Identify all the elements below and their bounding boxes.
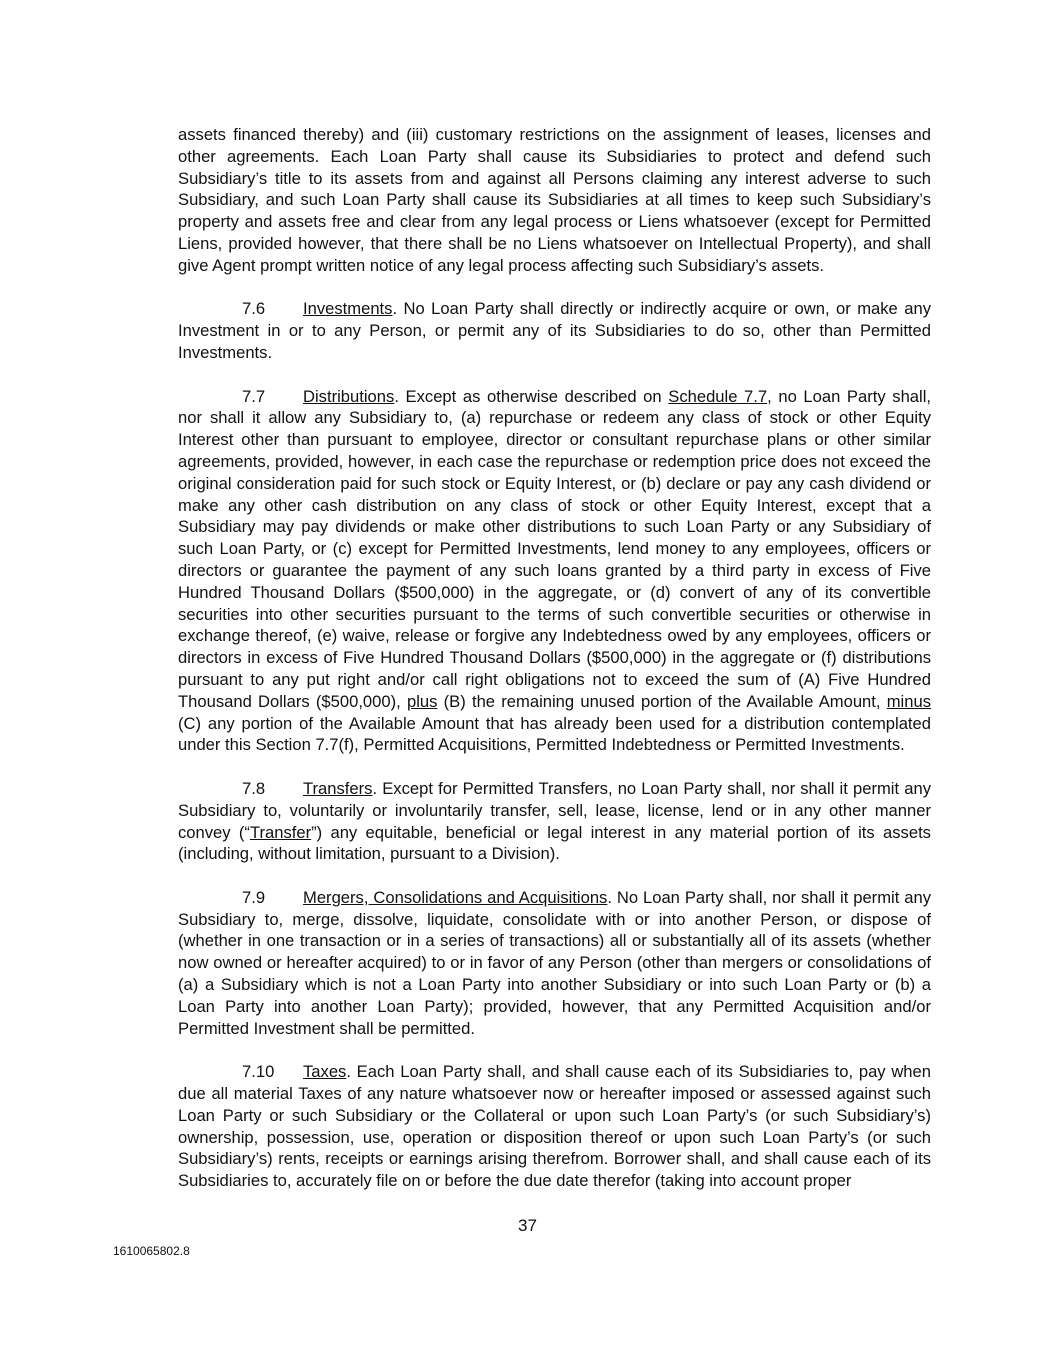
- section-text: . Except for Permitted Transfers, no Loan Party shall, nor shall it permit any Subsidiary to, voluntarily or involuntarily transfer, sell, lease, license, lend or in any other manner convey (“: [178, 778, 931, 842]
- section-heading: Taxes: [303, 1062, 347, 1082]
- section-heading: Mergers, Consolidations and Acquisitions: [303, 887, 608, 907]
- section-text: , no Loan Party shall, nor shall it allow any Subsidiary to, (a) repurchase or redeem any class of stock or other Equity Interest other than pursuant to employee, director or consultant repurchase plans or other similar agreements, provided, however, in each case the repurchase or redemption price does not exceed the original consideration paid for such stock or Equity Interest, or (b) declare or pay any cash dividend or make any other cash distribution on any class of stock or other Equity Interest, except that a Subsidiary may pay dividends or make other distributions to such Loan Party or any Subsidiary of such Loan Party, or (c) except for Permitted Investments, lend money to any employees, officers or directors or guarantee the payment of any such loans granted by a third party in excess of Five Hundred Thousand Dollars ($500,000) in the aggregate, or (d) convert of any of its convertible securities into other securities pursuant to the terms of such convertible securities or otherwise in exchange thereof, (e) waive, release or forgive any Indebtedness owed by any employees, officers or directors in excess of Five Hundred Thousand Dollars ($500,000) in the aggregate or (f) distributions pursuant to any put right and/or call right obligations not to exceed the sum of (A) Five Hundred Thousand Dollars ($500,000),: [178, 386, 932, 711]
- section-text: ”) any equitable, beneficial or legal interest in any material portion of its assets (including, without limitation, pursuant to a Division).: [178, 822, 931, 864]
- section-7-10: [178, 1061, 931, 1192]
- document-id: 1610065802.8: [113, 1244, 190, 1258]
- minus-term: minus: [886, 691, 931, 711]
- section-number: 7.7: [242, 386, 266, 406]
- section-text: . Each Loan Party shall, and shall cause each of its Subsidiaries to, pay when due all material Taxes of any nature whatsoever now or hereafter imposed or assessed against such Loan Party or such Subsidiary or the Collateral or upon such Loan Party’s (or such Subsidiary’s) ownership, possession, use, operation or disposition thereof or upon such Loan Party’s (or such Subsidiary’s) rents, receipts or earnings arising therefrom. Borrower shall, and shall cause each of its Subsidiaries to, accurately file on or before the due date therefor (taking into account proper: [178, 1062, 931, 1191]
- section-7-8: [178, 778, 931, 865]
- section-text: . Except as otherwise described on: [394, 386, 669, 406]
- section-number: 7.8: [242, 778, 266, 798]
- section-7-9: [178, 887, 931, 1040]
- section-heading: Transfers: [303, 778, 373, 798]
- section-number: 7.9: [242, 887, 266, 907]
- section-number: 7.6: [242, 299, 266, 319]
- section-7-6: [178, 298, 931, 363]
- plus-term: plus: [406, 691, 438, 711]
- section-text: (C) any portion of the Available Amount that has already been used for a distribution contemplated under this Section 7.7(f), Permitted Acquisitions, Permitted Indebtedness or Permitted Investments.: [178, 713, 931, 755]
- continuation-paragraph: assets financed thereby) and (iii) customary restrictions on the assignment of leases, licenses and other agreements. Each Loan Party shall cause its Subsidiaries to protect and defend such Subsidiary’s title to its assets from and against all Persons claiming any interest adverse to such Subsidiary, and such Loan Party shall cause its Subsidiaries at all times to keep such Subsidiary’s property and assets free and clear from any legal process or Liens whatsoever (except for Permitted Liens, provided however, that there shall be no Liens whatsoever on Intellectual Property), and shall give Agent prompt written notice of any legal process affecting such Subsidiary’s assets.: [178, 125, 931, 275]
- schedule-reference: Schedule 7.7: [668, 386, 768, 406]
- page-number: 37: [518, 1216, 537, 1235]
- defined-term: Transfer: [249, 822, 312, 842]
- section-number: 7.10: [242, 1062, 275, 1082]
- section-text: (B) the remaining unused portion of the Available Amount,: [437, 691, 887, 711]
- section-heading: Investments: [303, 299, 393, 319]
- section-heading: Distributions: [303, 386, 395, 406]
- document-body: [178, 124, 931, 1214]
- section-text: . No Loan Party shall, nor shall it permit any Subsidiary to, merge, dissolve, liquidate, consolidate with or into another Person, or dispose of (whether in one transaction or in a series of transactions) all or substantially all of its assets (whether now owned or hereafter acquired) to or in favor of any Person (other than mergers or consolidations of (a) a Subsidiary which is not a Loan Party into another Subsidiary or into such Loan Party or (b) a Loan Party into another Loan Party); provided, however, that any Permitted Acquisition and/or Permitted Investment shall be permitted.: [178, 887, 931, 1038]
- section-7-7: [178, 386, 931, 757]
- section-text: . No Loan Party shall directly or indirectly acquire or own, or make any Investment in or to any Person, or permit any of its Subsidiaries to do so, other than Permitted Investments.: [178, 299, 931, 362]
